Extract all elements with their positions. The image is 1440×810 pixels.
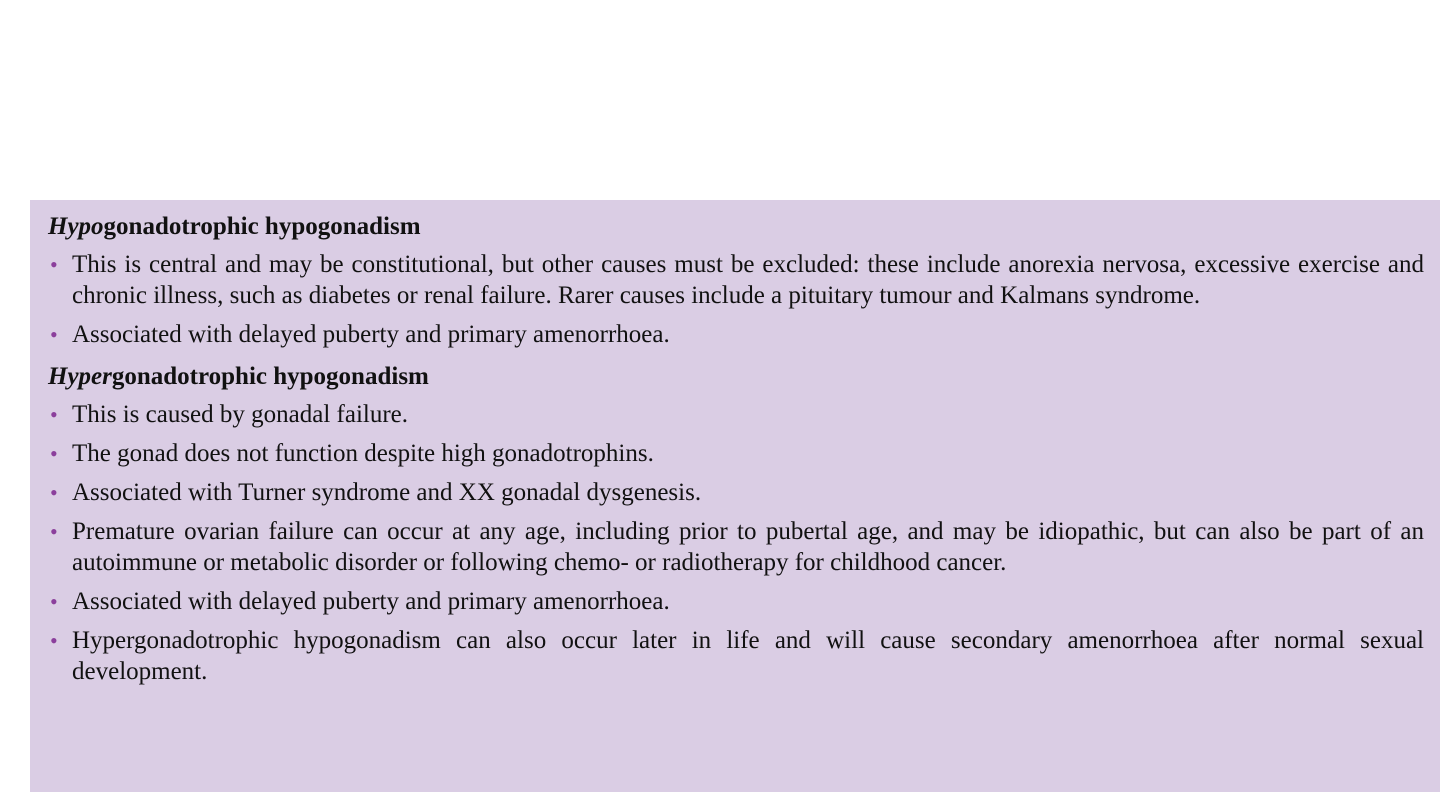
list-item [48,399,1424,430]
list-item-text: The gonad does not function despite high gonadotrophins. [72,440,654,467]
content-panel [30,200,1440,792]
bullet-icon: • [50,628,58,653]
list-item-text: Associated with delayed puberty and primary amenorrhoea. [72,588,670,615]
heading-prefix: Hyper [48,363,112,390]
section-hypogonadotrophic [48,212,1424,350]
list-item [48,249,1424,311]
bullet-icon: • [50,252,58,277]
list-item [48,477,1424,508]
heading-prefix: Hypo [48,213,104,240]
list-item [48,319,1424,350]
list-item-text: Premature ovarian failure can occur at any age, including prior to pubertal age, and may be idiopathic, but can also be part of an autoimmune or metabolic disorder or following chemo- or radiotherapy for childhood cancer. [72,518,1424,576]
section-heading [48,212,1424,242]
list-item [48,516,1424,578]
list-item-text: Associated with Turner syndrome and XX gonadal dysgenesis. [72,479,702,506]
list-item [48,625,1424,687]
list-item-text: This is caused by gonadal failure. [72,401,409,428]
list-item [48,586,1424,617]
list-item-text: Hypergonadotrophic hypogonadism can also occur later in life and will cause secondary amenorrhoea after normal sexual development. [72,627,1424,685]
bullet-list [48,249,1424,350]
bullet-icon: • [50,480,58,505]
bullet-icon: • [50,589,58,614]
list-item [48,438,1424,469]
heading-rest: gonadotrophic hypogonadism [111,363,429,390]
bullet-icon: • [50,402,58,427]
bullet-icon: • [50,519,58,544]
list-item-text: Associated with delayed puberty and primary amenorrhoea. [72,321,670,348]
bullet-list [48,399,1424,687]
section-heading [48,362,1424,392]
heading-rest: gonadotrophic hypogonadism [103,213,421,240]
section-hypergonadotrophic [48,362,1424,687]
bullet-icon: • [50,441,58,466]
list-item-text: This is central and may be constitutional, but other causes must be excluded: these include anorexia nervosa, excessive exercise and chronic illness, such as diabetes or renal failure. Rarer causes include a pituitary tumour and Kalmans syndrome. [72,251,1424,309]
bullet-icon: • [50,322,58,347]
